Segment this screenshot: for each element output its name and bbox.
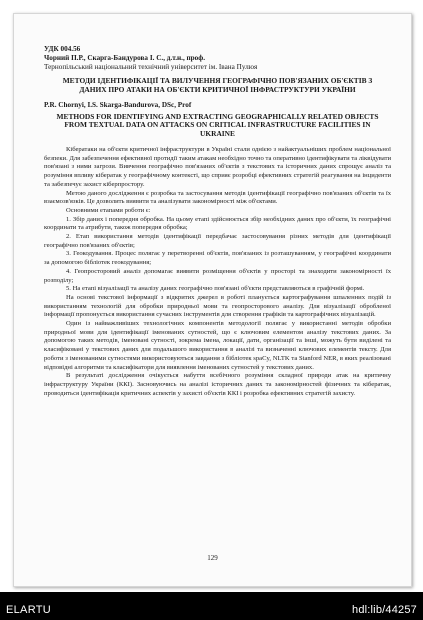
paragraph-mapping: На основі текстової інформації з відкритих джерел в роботі планується картографування шпаленних подій із використанням технологій для обробки природньої мови та геопросторового аналізу. Для візуалізації обробленої інформації пропонується використання сучасних інструментів для створення графіків та картографічних візуалізацій. <box>44 293 391 319</box>
document-page <box>13 13 412 587</box>
list-item-text: Геокодування. Процес полягає у перетворенні об'єктів, пов'язаних із розташуванням, у географічні координати за допомогою бібліотек геокодування; <box>44 250 391 267</box>
list-item <box>44 216 391 233</box>
list-item-number: 5. <box>66 285 71 293</box>
repository-label: ELARTU <box>6 604 51 616</box>
list-item-text: Етап використання методів ідентифікації передбачає застосовування різних методів для ідентифікації географічно пов'язаних об'єктів; <box>44 233 391 249</box>
paragraph-stages-heading: Основними етапами роботи є: <box>66 206 151 214</box>
handle-identifier: hdl:lib/44257 <box>352 604 417 616</box>
list-item-number: 2. <box>66 233 71 241</box>
list-item-text: На етапі візуалізації та аналізу даних географічно пов'язані об'єкти представляються в графічній формі. <box>72 285 365 293</box>
list-item <box>44 233 391 250</box>
title-ukrainian: МЕТОДИ ІДЕНТИФІКАЦІЇ ТА ВИЛУЧЕННЯ ГЕОГРАФІЧНО ПОВ'ЯЗАНИХ ОБ'ЄКТІВ З ДАНИХ ПРО АТАКИ НА ОБ'ЄКТИ КРИТИЧНОЇ ІНФРАСТРУКТУРИ УКРАЇНИ <box>62 76 373 94</box>
article-body <box>44 146 391 398</box>
title-english: METHODS FOR IDENTIFYING AND EXTRACTING GEOGRAPHICALLY RELATED OBJECTS FROM TEXTUAL DATA ON ATTACKS ON CRITICAL INFRASTRUCTURE FACILITIES IN UKRAINE <box>56 111 379 139</box>
paragraph-nlp: Один із найважливіших технологічних компонентів методології полягає у використанні методів обробки природньої мови для ідентифікації іменованих сутностей, що є ключовим елементом аналізу текстових даних. За допомогою таких методів, іменовані сутності, зокрема імена, локації, дати, організації та інші, можуть бути виділені та класифіковані у текстових даних для подальшого використання в аналізі та визначенні ключових елементів тексту. Для роботи з іменованими сутностями використовуються завдання з бібліотек spaCy, NLTK та Stanford NER, в яких реалізовані відповідні алгоритми та класифікатори для виявлення іменованих сутностей у текстових даних. <box>44 320 391 371</box>
list-item <box>44 268 391 285</box>
list-item-number: 3. <box>66 250 71 258</box>
list-item <box>44 285 391 294</box>
paragraph-results: В результаті дослідження очікується набуття всебічного розуміння складної природи атак на критичну інфраструктуру України (ККІ). Засновуючись на аналізі історичних даних та закономірностей фізичних та кібератак, проводиться ідентифікація критичних аспектів у захисті об'єктів ККІ і розробка ефективних стратегій захисту. <box>44 372 391 397</box>
affiliation: Тернопільський національний технічний університет ім. Івана Пулюя <box>44 63 258 71</box>
list-item-text: Геопросторовий аналіз допомагає виявити розміщення об'єктів у просторі та знаходити закономірності їх розподілу; <box>44 267 391 284</box>
list-item-number: 4. <box>66 267 71 275</box>
list-item-text: Збір даних і попередня обробка. На цьому етапі здійснюється збір необхідних даних про об'єкти, їх географічні координати та атрибути, також попередня обробка; <box>44 215 391 232</box>
udk-code: УДК 004.56 <box>44 45 81 53</box>
page-content <box>44 45 391 398</box>
paragraph-intro: Кібератаки на об'єкти критичної інфраструктури в Україні стали однією з найактуальніших проблем національної безпеки. Для забезпечення ефективної протидії таким атакам необхідно точно та оперативно ідентифікувати та ліквідувати пов'язані з ними загрози. Вивчення географічно пов'язаних об'єктів з текстових та історичних даних спрощує аналіз та розуміння впливу кібератак у географічному контексті, що сприяє розробці ефективних стратегій реагування на інциденти та забезпечує захист кіберпростору. <box>44 145 391 188</box>
authors-uk: Чорний П.Р., Скарга-Бандурова І. С., д.т.н., проф. <box>44 54 206 62</box>
paragraph-goal: Метою даного дослідження є розробка та застосування методів ідентифікації географічно пов'язаних об'єктів та їх взаємозв'язків. Це дозволить виявити та аналізувати закономірності між об'єктами. <box>44 189 391 206</box>
footer-bar <box>0 592 423 620</box>
list-item <box>44 250 391 267</box>
list-item-number: 1. <box>66 215 71 223</box>
page-number: 129 <box>207 554 218 562</box>
authors-en: P.R. Chornyi, I.S. Skarga-Bandurova, DSc, Prof <box>44 100 192 109</box>
